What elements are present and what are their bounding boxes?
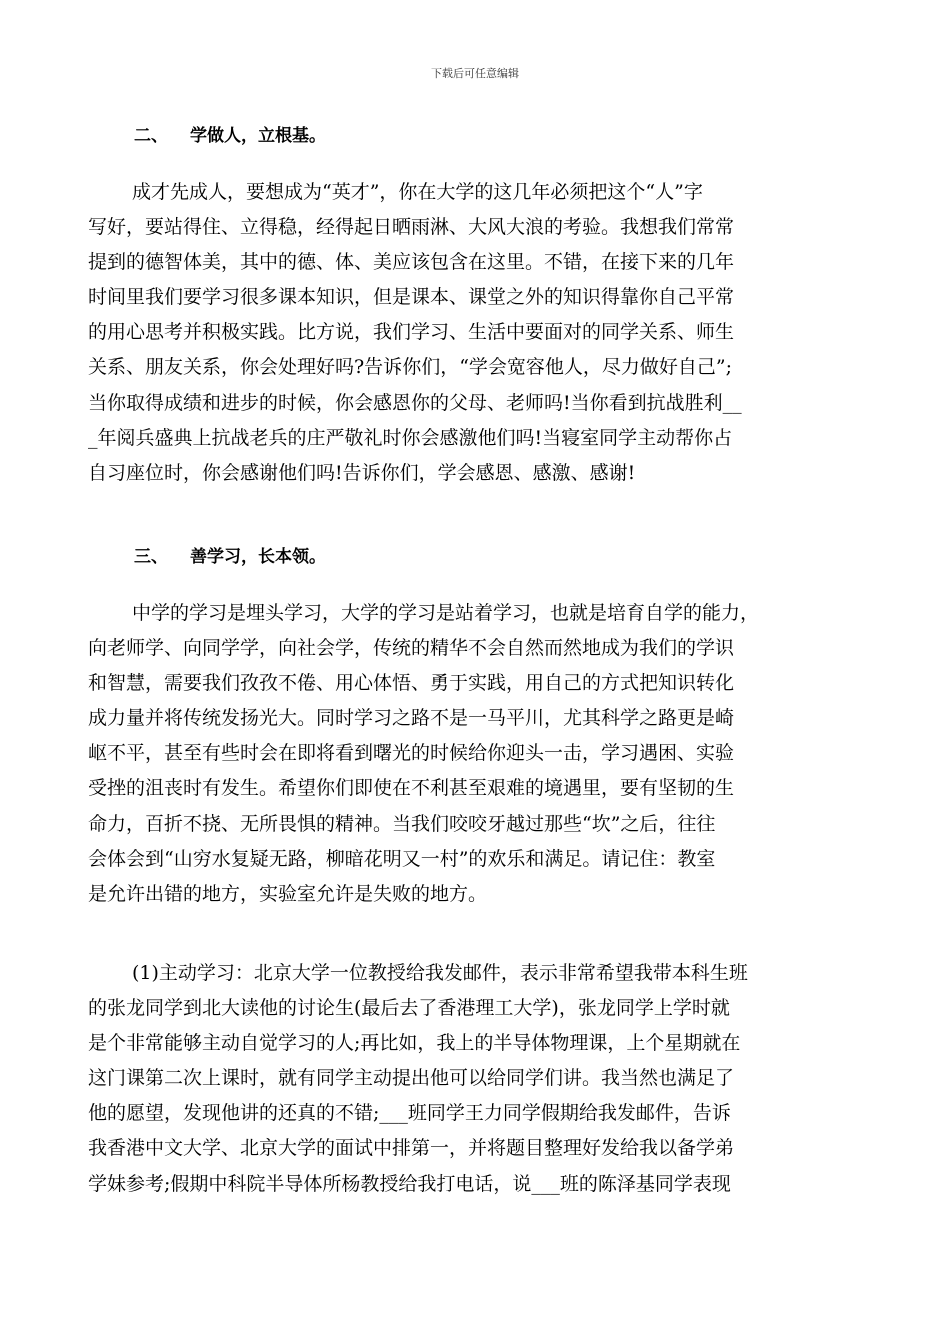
text-line: 岖不平，甚至有些时会在即将看到曙光的时候给你迎头一击，学习遇困、实验 <box>88 742 735 765</box>
text-line: 和智慧，需要我们孜孜不倦、用心体悟、勇于实践，用自己的方式把知识转化 <box>88 672 735 695</box>
text-line: _年阅兵盛典上抗战老兵的庄严敬礼时你会感激他们吗!当寝室同学主动帮你占 <box>88 426 733 449</box>
text-line: 向老师学、向同学学，向社会学，传统的精华不会自然而然地成为我们的学识 <box>88 637 735 660</box>
section-number: 三、 <box>134 547 168 567</box>
text-line: 成力量并将传统发扬光大。同时学习之路不是一马平川，尤其科学之路更是崎 <box>88 707 735 730</box>
section-title: 善学习，长本领。 <box>190 547 326 567</box>
text-line: 的张龙同学到北大读他的讨论生(最后去了香港理工大学)，张龙同学上学时就 <box>88 997 730 1020</box>
text-line: 当你取得成绩和进步的时候，你会感恩你的父母、老师吗!当你看到抗战胜利__ <box>88 391 742 414</box>
text-line: 这门课第二次上课时，就有同学主动提出他可以给同学们讲。我当然也满足了 <box>88 1067 735 1090</box>
text-line: (1)主动学习：北京大学一位教授给我发邮件，表示非常希望我带本科生班 <box>132 962 748 984</box>
text-line: 学妹参考;假期中科院半导体所杨教授给我打电话，说___班的陈泽基同学表现 <box>88 1172 731 1195</box>
text-line: 是允许出错的地方，实验室允许是失败的地方。 <box>88 882 488 905</box>
text-line: 成才先成人，要想成为“英才”，你在大学的这几年必须把这个“人”字 <box>132 181 703 203</box>
section-heading-2 <box>134 124 834 148</box>
text-line: 是个非常能够主动自觉学习的人;再比如，我上的半导体物理课，上个星期就在 <box>88 1032 741 1055</box>
text-line: 他的愿望，发现他讲的还真的不错;___班同学王力同学假期给我发邮件，告诉 <box>88 1102 731 1125</box>
text-line: 中学的学习是埋头学习，大学的学习是站着学习，也就是培育自学的能力， <box>132 602 760 624</box>
text-line: 自习座位时，你会感谢他们吗!告诉你们，学会感恩、感激、感谢! <box>88 461 636 484</box>
text-line: 受挫的沮丧时有发生。希望你们即使在不利甚至艰难的境遇里，要有坚韧的生 <box>88 777 735 800</box>
text-line: 关系、朋友关系，你会处理好吗?告诉你们，“学会宽容他人，尽力做好自己”; <box>88 356 733 379</box>
section-heading-3 <box>134 545 834 569</box>
text-line: 会体会到“山穷水复疑无路，柳暗花明又一村”的欢乐和满足。请记住：教室 <box>88 847 716 870</box>
text-line: 提到的德智体美，其中的德、体、美应该包含在这里。不错，在接下来的几年 <box>88 251 735 274</box>
text-line: 的用心思考并积极实践。比方说，我们学习、生活中要面对的同学关系、师生 <box>88 321 735 344</box>
section-number: 二、 <box>134 126 168 146</box>
paragraph-section-3 <box>88 596 863 912</box>
paragraph-section-2 <box>88 175 863 491</box>
text-line: 命力，百折不挠、无所畏惧的精神。当我们咬咬牙越过那些“坎”之后，往往 <box>88 812 716 835</box>
text-line: 时间里我们要学习很多课本知识，但是课本、课堂之外的知识得靠你自己平常 <box>88 286 735 309</box>
text-line: 我香港中文大学、北京大学的面试中排第一，并将题目整理好发给我以备学弟 <box>88 1137 735 1160</box>
paragraph-item-1 <box>88 956 863 1202</box>
text-line: 写好，要站得住、立得稳，经得起日晒雨淋、大风大浪的考验。我想我们常常 <box>88 216 735 239</box>
section-title: 学做人，立根基。 <box>190 126 326 146</box>
page-header: 下载后可任意编辑 <box>431 67 519 80</box>
